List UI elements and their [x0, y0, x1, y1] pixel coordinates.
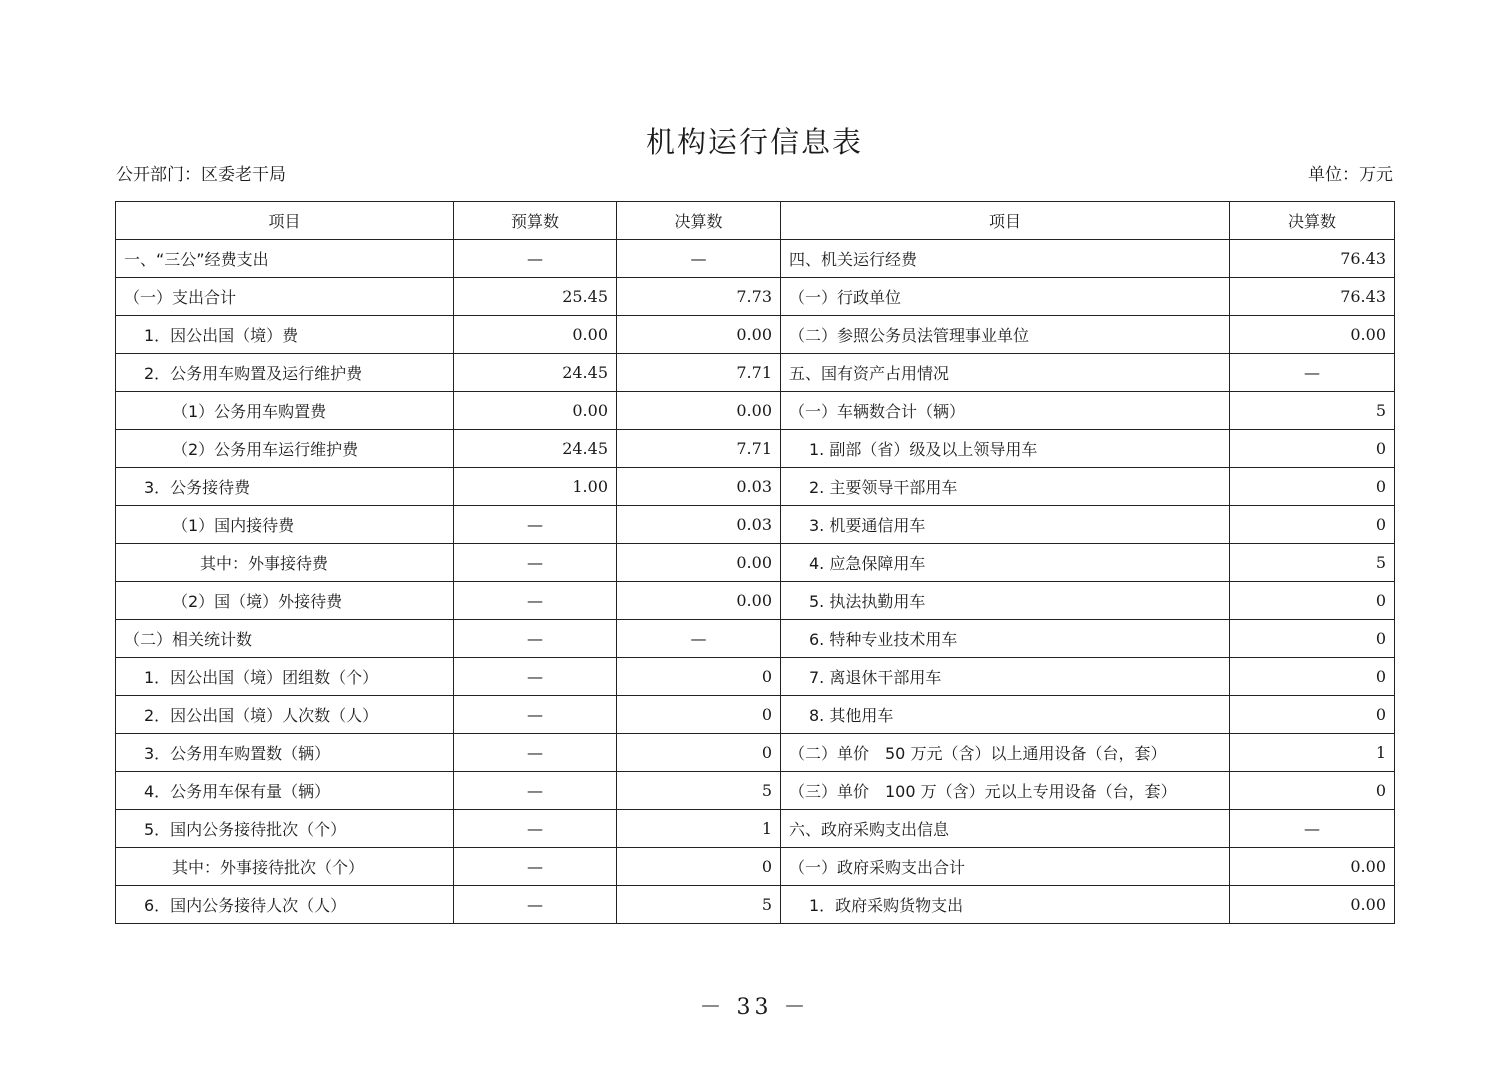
table-row	[116, 506, 1395, 544]
department-label: 公开部门：区委老干局	[116, 165, 286, 185]
right-value-cell: 0	[1230, 696, 1395, 734]
right-item-cell: 六、政府采购支出信息	[781, 810, 1230, 848]
table-header-row	[116, 202, 1395, 240]
actual-cell: 5	[617, 772, 781, 810]
page-title: 机构运行信息表	[645, 125, 863, 159]
header-budget: 预算数	[454, 202, 617, 240]
unit-label: 单位：万元	[1308, 165, 1393, 185]
right-value-cell: —	[1230, 354, 1395, 392]
actual-cell: 0.03	[617, 468, 781, 506]
right-item-cell: 3. 机要通信用车	[781, 506, 1230, 544]
table-row	[116, 848, 1395, 886]
right-item-cell: 四、机关运行经费	[781, 240, 1230, 278]
table-row	[116, 468, 1395, 506]
right-item-cell: （一）行政单位	[781, 278, 1230, 316]
right-value-cell: 0	[1230, 430, 1395, 468]
budget-cell: —	[454, 240, 617, 278]
info-table	[115, 201, 1395, 924]
right-value-cell: 0	[1230, 468, 1395, 506]
table-row	[116, 278, 1395, 316]
right-item-cell: （二）单价 50 万元（含）以上通用设备（台，套）	[781, 734, 1230, 772]
budget-cell: 0.00	[454, 392, 617, 430]
right-item-cell: 2. 主要领导干部用车	[781, 468, 1230, 506]
budget-cell: —	[454, 848, 617, 886]
right-value-cell: 0.00	[1230, 848, 1395, 886]
right-item-cell: 4. 应急保障用车	[781, 544, 1230, 582]
budget-cell: 25.45	[454, 278, 617, 316]
right-item-cell: 7. 离退休干部用车	[781, 658, 1230, 696]
left-item-cell: 3．公务接待费	[116, 468, 454, 506]
actual-cell: 0	[617, 848, 781, 886]
budget-cell: —	[454, 772, 617, 810]
actual-cell: 0.00	[617, 582, 781, 620]
left-item-cell: 一、“三公”经费支出	[116, 240, 454, 278]
right-value-cell: 76.43	[1230, 240, 1395, 278]
actual-cell: —	[617, 240, 781, 278]
table-row	[116, 810, 1395, 848]
budget-cell: —	[454, 544, 617, 582]
left-item-cell: 3．公务用车购置数（辆）	[116, 734, 454, 772]
table-body	[116, 240, 1395, 924]
left-item-cell: 2．因公出国（境）人次数（人）	[116, 696, 454, 734]
right-item-cell: 5. 执法执勤用车	[781, 582, 1230, 620]
table-row	[116, 354, 1395, 392]
left-item-cell: 1．因公出国（境）团组数（个）	[116, 658, 454, 696]
table-row	[116, 734, 1395, 772]
right-item-cell: （一）政府采购支出合计	[781, 848, 1230, 886]
actual-cell: 0	[617, 696, 781, 734]
right-value-cell: 1	[1230, 734, 1395, 772]
table-row	[116, 696, 1395, 734]
table-row	[116, 772, 1395, 810]
left-item-cell: 4．公务用车保有量（辆）	[116, 772, 454, 810]
right-value-cell: 0	[1230, 658, 1395, 696]
table-row	[116, 392, 1395, 430]
left-item-cell: （2）国（境）外接待费	[116, 582, 454, 620]
right-value-cell: 0	[1230, 582, 1395, 620]
left-item-cell: （一）支出合计	[116, 278, 454, 316]
right-item-cell: （三）单价 100 万（含）元以上专用设备（台，套）	[781, 772, 1230, 810]
header-item-left: 项目	[116, 202, 454, 240]
budget-cell: —	[454, 886, 617, 924]
budget-cell: —	[454, 810, 617, 848]
right-value-cell: 0.00	[1230, 316, 1395, 354]
left-item-cell: 5．国内公务接待批次（个）	[116, 810, 454, 848]
left-item-cell: （1）公务用车购置费	[116, 392, 454, 430]
budget-cell: —	[454, 506, 617, 544]
left-item-cell: （2）公务用车运行维护费	[116, 430, 454, 468]
left-item-cell: 其中：外事接待批次（个）	[116, 848, 454, 886]
actual-cell: 0.00	[617, 316, 781, 354]
actual-cell: 0.00	[617, 392, 781, 430]
right-item-cell: （二）参照公务员法管理事业单位	[781, 316, 1230, 354]
budget-cell: —	[454, 734, 617, 772]
left-item-cell: 2．公务用车购置及运行维护费	[116, 354, 454, 392]
right-value-cell: 5	[1230, 392, 1395, 430]
actual-cell: 0.00	[617, 544, 781, 582]
right-value-cell: 0	[1230, 506, 1395, 544]
table-row	[116, 544, 1395, 582]
table-row	[116, 886, 1395, 924]
header-actual-right: 决算数	[1230, 202, 1395, 240]
budget-cell: —	[454, 696, 617, 734]
actual-cell: —	[617, 620, 781, 658]
right-item-cell: 1．政府采购货物支出	[781, 886, 1230, 924]
table-row	[116, 316, 1395, 354]
right-item-cell: 8. 其他用车	[781, 696, 1230, 734]
table-row	[116, 240, 1395, 278]
actual-cell: 5	[617, 886, 781, 924]
right-item-cell: 6. 特种专业技术用车	[781, 620, 1230, 658]
actual-cell: 0	[617, 734, 781, 772]
budget-cell: 1.00	[454, 468, 617, 506]
right-value-cell: 0	[1230, 620, 1395, 658]
table-row	[116, 582, 1395, 620]
actual-cell: 7.71	[617, 430, 781, 468]
actual-cell: 7.73	[617, 278, 781, 316]
table-row	[116, 430, 1395, 468]
actual-cell: 0.03	[617, 506, 781, 544]
header-actual-left: 决算数	[617, 202, 781, 240]
left-item-cell: 其中：外事接待费	[116, 544, 454, 582]
budget-cell: 24.45	[454, 354, 617, 392]
budget-cell: —	[454, 582, 617, 620]
budget-cell: 24.45	[454, 430, 617, 468]
budget-cell: —	[454, 658, 617, 696]
left-item-cell: （1）国内接待费	[116, 506, 454, 544]
left-item-cell: 6．国内公务接待人次（人）	[116, 886, 454, 924]
left-item-cell: 1．因公出国（境）费	[116, 316, 454, 354]
budget-cell: 0.00	[454, 316, 617, 354]
actual-cell: 1	[617, 810, 781, 848]
right-value-cell: 5	[1230, 544, 1395, 582]
left-item-cell: （二）相关统计数	[116, 620, 454, 658]
right-value-cell: 0	[1230, 772, 1395, 810]
right-value-cell: 0.00	[1230, 886, 1395, 924]
page-number: － 33 －	[699, 995, 810, 1020]
right-item-cell: 五、国有资产占用情况	[781, 354, 1230, 392]
actual-cell: 7.71	[617, 354, 781, 392]
actual-cell: 0	[617, 658, 781, 696]
right-value-cell: 76.43	[1230, 278, 1395, 316]
budget-cell: —	[454, 620, 617, 658]
header-item-right: 项目	[781, 202, 1230, 240]
right-item-cell: 1. 副部（省）级及以上领导用车	[781, 430, 1230, 468]
right-item-cell: （一）车辆数合计（辆）	[781, 392, 1230, 430]
right-value-cell: —	[1230, 810, 1395, 848]
table-row	[116, 658, 1395, 696]
table-row	[116, 620, 1395, 658]
